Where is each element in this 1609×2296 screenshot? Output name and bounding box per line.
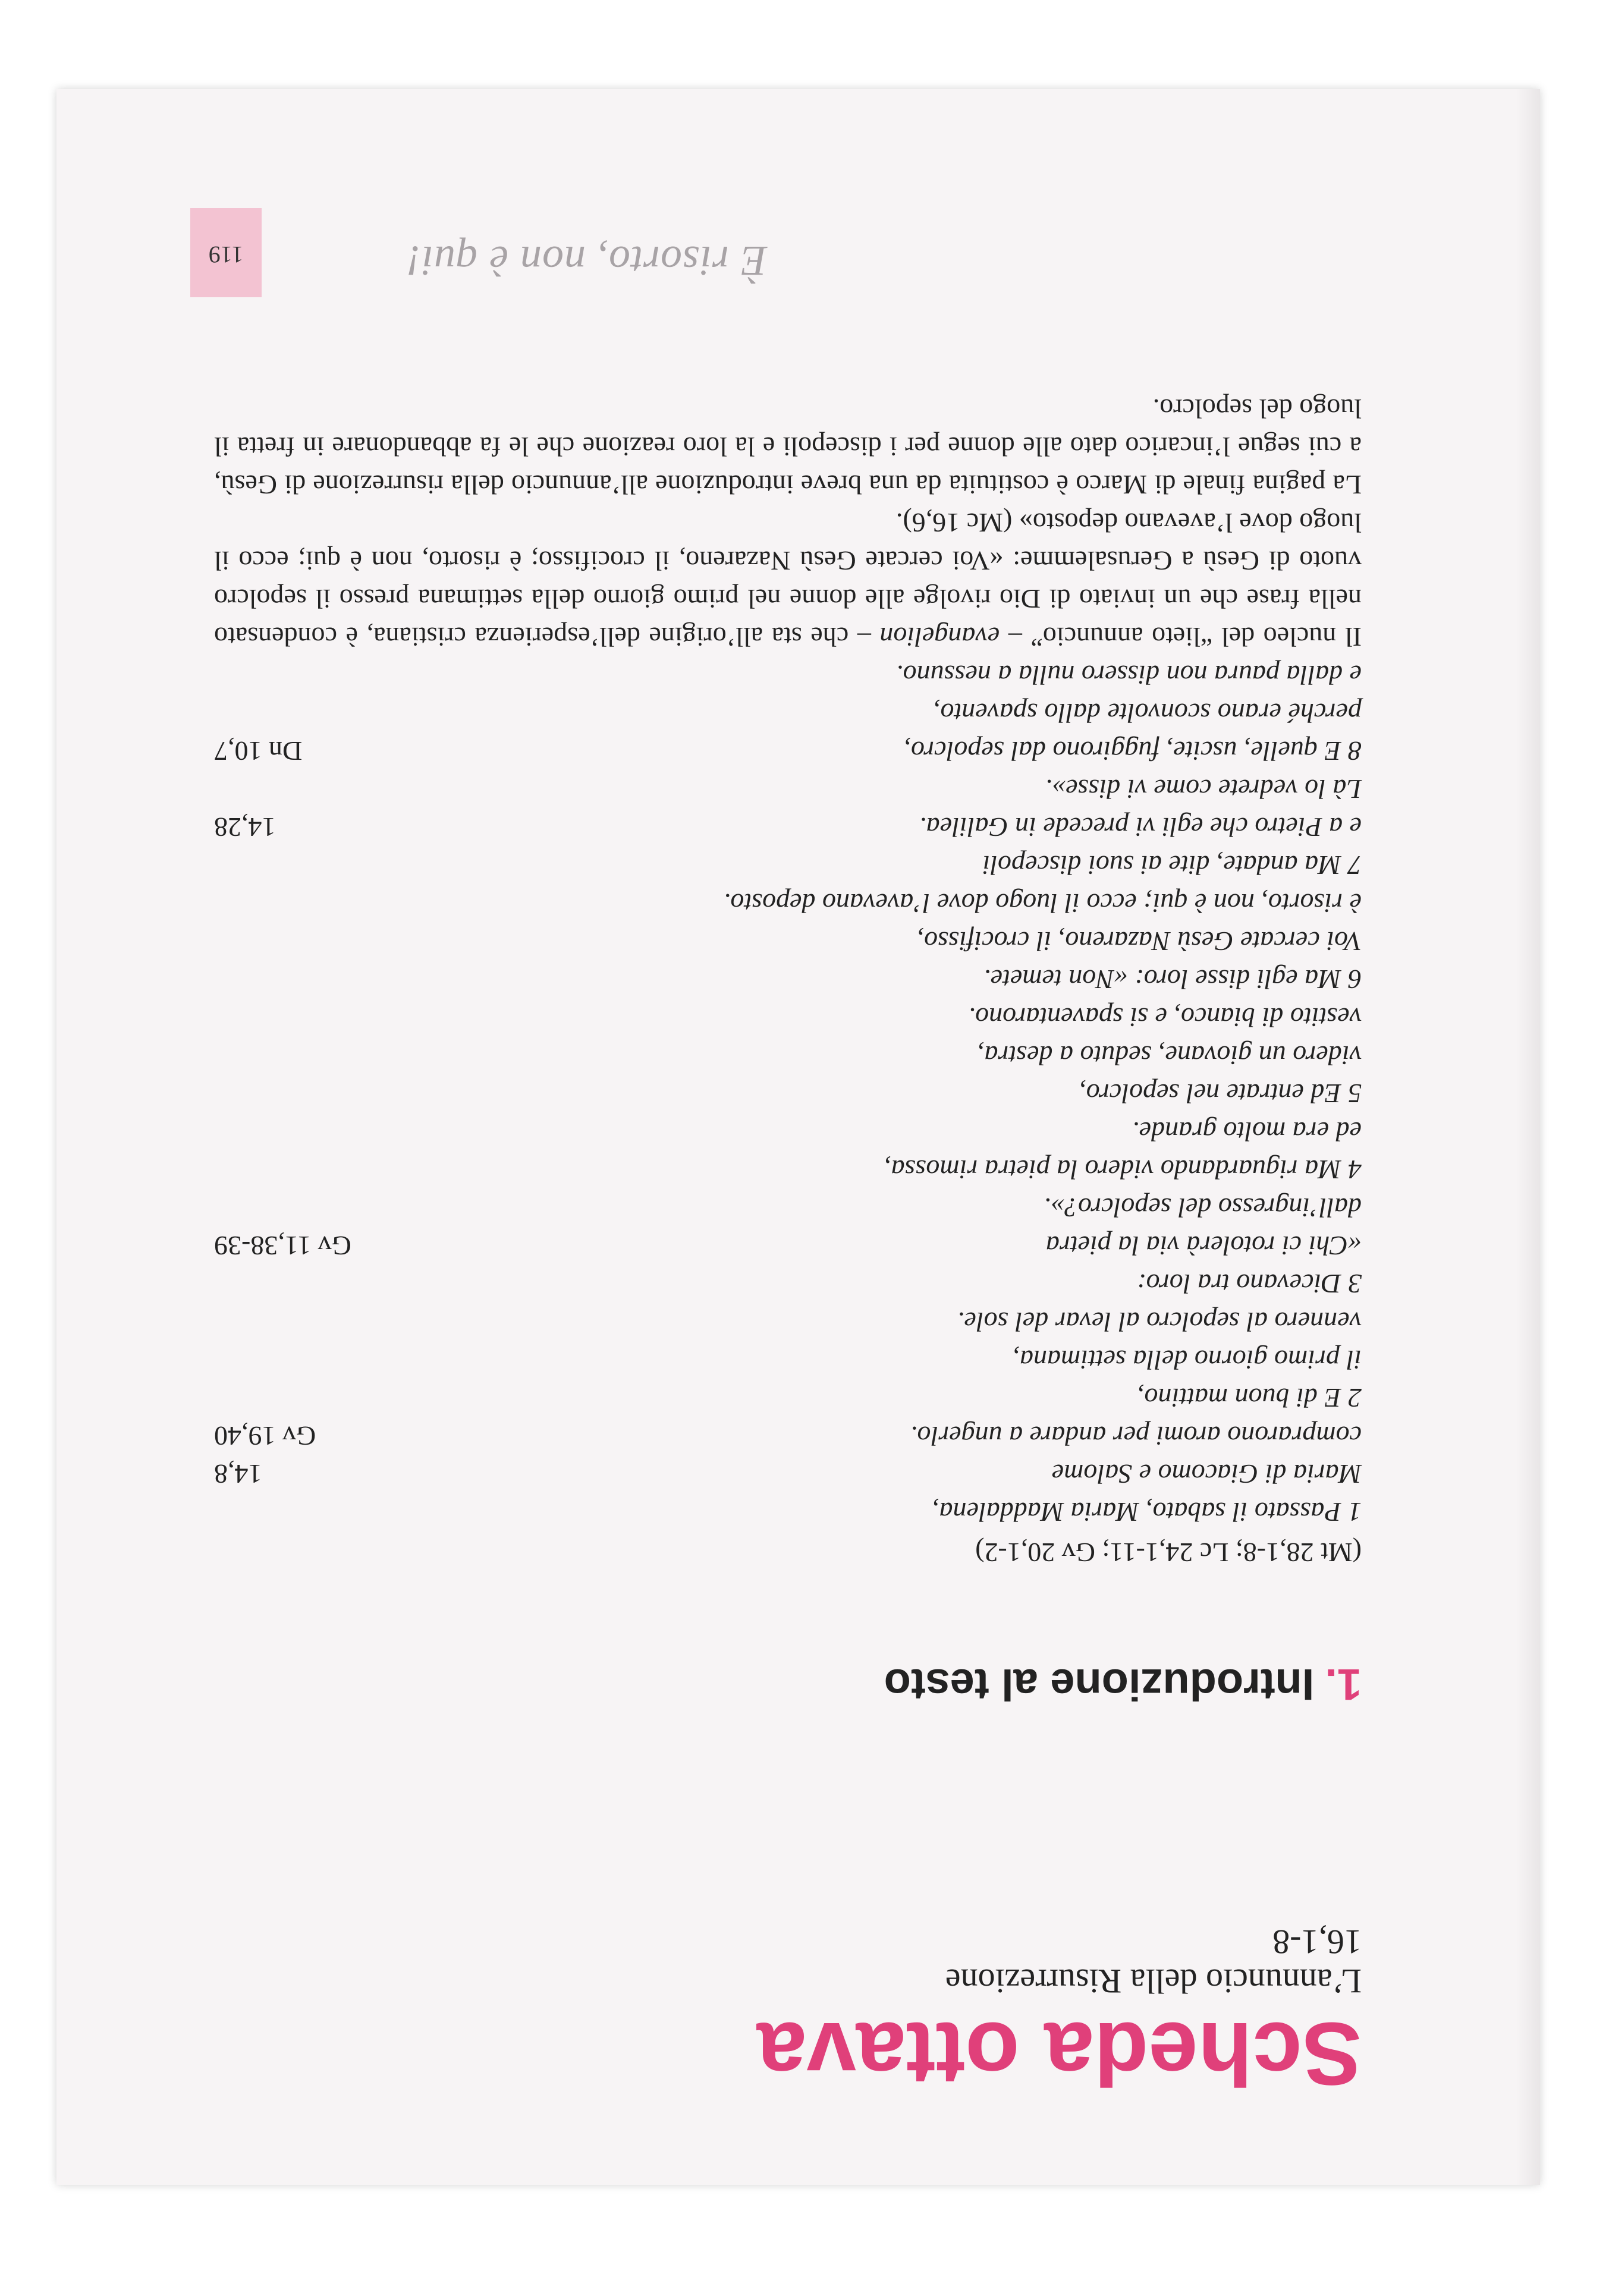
- verse-line: [214, 846, 1362, 884]
- verse-line: [214, 960, 1362, 998]
- page-number: 119: [208, 241, 244, 268]
- verse-line: [214, 656, 1362, 694]
- cross-reference: 14,8: [214, 1459, 262, 1489]
- verse-text: 8 E quelle, uscite, fuggirono dal sepolcro,: [904, 736, 1362, 766]
- verse-text: vennero al sepolcro al levar del sole.: [957, 1307, 1362, 1337]
- page-title: Scheda ottava: [756, 2004, 1362, 2104]
- verse-line: [214, 1455, 1362, 1493]
- verse-text: 3 Dicevano tra loro:: [1137, 1269, 1362, 1299]
- verse-text: comprarono aromi per andare a ungerlo.: [910, 1421, 1362, 1451]
- verse-text: il primo giorno della settimana,: [1013, 1345, 1362, 1375]
- verse-text: è risorto, non è qui; ecco il luogo dove l’avevano deposto.: [723, 888, 1362, 919]
- verse-line: [214, 732, 1362, 770]
- verse-line: [214, 808, 1362, 846]
- verse-text: Là lo vedrete come vi disse».: [1045, 774, 1362, 804]
- paragraph-1-start: Il nucleo del “lieto annuncio” –: [1000, 622, 1362, 652]
- cross-reference: Dn 10,7: [214, 736, 303, 766]
- verse-line: [214, 694, 1362, 732]
- cross-reference: Gv 11,38-39: [214, 1231, 351, 1261]
- verse-text: 5 Ed entrate nel sepolcro,: [1079, 1078, 1362, 1109]
- verse-text: dall’ingresso del sepolcro?».: [1044, 1193, 1362, 1223]
- verse-text: 2 E di buon mattino,: [1137, 1383, 1362, 1413]
- cross-reference: Gv 19,40: [214, 1421, 316, 1451]
- verse-line: [214, 922, 1362, 960]
- verse-line: [214, 1188, 1362, 1226]
- verse-line: [214, 1265, 1362, 1303]
- verse-text: vestito di bianco, e si spaventarono.: [968, 1002, 1362, 1033]
- verse-text: 4 Ma riguardando videro la pietra rimossa,: [884, 1155, 1362, 1185]
- verse-line: [214, 1493, 1362, 1531]
- verse-text: «Chi ci rotolerà via la pietra: [1045, 1231, 1362, 1261]
- verse-line: [214, 1074, 1362, 1112]
- section-title: Introduzione al testo: [884, 1660, 1315, 1709]
- paragraph-2: La pagina finale di Marco è costituita da una breve introduzione all’annuncio della risurrezione di Gesù, a cui segue l’incarico dato alle donne per i discepoli e la loro reazione che le fa abbandonare in fretta il luogo del sepolcro.: [214, 394, 1362, 500]
- verse-text: 1 Passato il sabato, Maria Maddalena,: [932, 1497, 1362, 1527]
- verse-text: 6 Ma egli disse loro: «Non temete.: [983, 964, 1362, 995]
- running-header: [56, 208, 1540, 297]
- verse-line: [214, 770, 1362, 808]
- verse-line: [214, 1379, 1362, 1417]
- page-content-rotated: [56, 89, 1540, 2185]
- main-content: [214, 389, 1362, 2102]
- verse-line: [214, 1341, 1362, 1379]
- verse-text: Maria di Giacomo e Salome: [1051, 1459, 1362, 1489]
- verse-line: [214, 1036, 1362, 1074]
- verse-text: videro un giovane, seduto a destra,: [977, 1040, 1362, 1071]
- section-heading: [214, 1660, 1362, 1708]
- cross-reference: 14,28: [214, 812, 276, 842]
- verse-line: [214, 1112, 1362, 1150]
- book-page: [56, 89, 1540, 2185]
- verse-text: e a Pietro che egli vi precede in Galilea.: [919, 812, 1362, 842]
- parallel-references: (Mt 28,1-8; Lc 24,1-11; Gv 20,1-2): [975, 1537, 1362, 1568]
- verse-line: [214, 1150, 1362, 1188]
- verse-text: 7 Ma andate, dite ai suoi discepoli: [982, 850, 1362, 880]
- paragraph-1-rest: – che sta all’origine dell’esperienza cristiana, è condensato nella frase che un inviato di Dio rivolge alle donne nel primo giorno della settimana presso il sepolcro vuoto di Gesù a Gerusalemme: «Voi cercate Gesù Nazareno, il crocifisso; è risorto, non è qui; ecco il luogo dove l’avevano deposto» (Mc 16,6).: [214, 508, 1362, 652]
- section-number: 1.: [1325, 1660, 1362, 1709]
- paragraph-1: [214, 504, 1362, 656]
- subtitle: L’annuncio della Risurrezione: [945, 1962, 1362, 2001]
- running-title: È risorto, non è qui!: [406, 237, 767, 285]
- verse-text: Voi cercate Gesù Nazareno, il crocifisso,: [917, 926, 1362, 957]
- verse-text: perché erano sconvolte dallo spavento,: [933, 698, 1362, 728]
- verse-line: [214, 1226, 1362, 1265]
- scripture-passage: [214, 656, 1362, 1531]
- passage-reference: 16,1-8: [1272, 1923, 1362, 1961]
- verse-text: ed era molto grande.: [1132, 1116, 1362, 1147]
- verse-line: [214, 1303, 1362, 1341]
- verse-line: [214, 884, 1362, 922]
- paragraph-1-term: evangelion: [879, 622, 1000, 652]
- verse-line: [214, 998, 1362, 1036]
- verse-line: [214, 1417, 1362, 1455]
- verse-text: e dalla paura non dissero nulla a nessuno.: [896, 660, 1362, 690]
